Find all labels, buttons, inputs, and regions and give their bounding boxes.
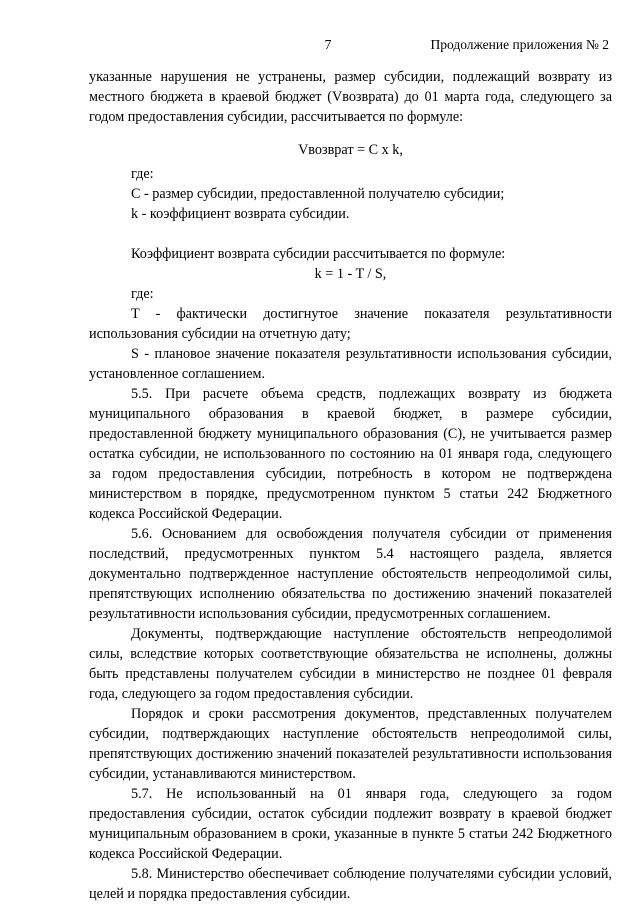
paragraph-5-6: 5.6. Основанием для освобождения получателя субсидии от применения последствий, предусмотренных пунктом 5.4 настоящего раздела, является документально подтвержденное наступление обстоятельств непреодолимой силы, препятствующих исполнению обязательства по достижению значений показателей результативности использования субсидии, предусмотренных соглашением. <box>89 526 612 622</box>
paragraph-5-7: 5.7. Не использованный на 01 января года, следующего за годом предоставления субсидии, остаток субсидии подлежит возврату в краевой бюджет муниципальным образованием в сроки, указанные в пункте 5 статьи 242 Бюджетного кодекса Российской Федерации. <box>89 786 612 862</box>
definition-k: k - коэффициент возврата субсидии. <box>131 206 350 222</box>
intro-paragraph: указанные нарушения не устранены, размер субсидии, подлежащий возврату из местного бюджета в краевой бюджет (Vвозврата) до 01 марта года, следующего за годом предоставления субсидии, рассчитывается по формуле: <box>89 69 612 125</box>
definition-c: C - размер субсидии, предоставленной получателю субсидии; <box>131 186 505 202</box>
definition-t: T - фактически достигнутое значение показателя результативности использования субсидии на отчетную дату; <box>89 306 612 342</box>
refund-formula: Vвозврат = C x k, <box>298 142 403 158</box>
paragraph-documents: Документы, подтверждающие наступление обстоятельств непреодолимой силы, вследствие которых соответствующие обязательства не исполнены, должны быть представлены получателем субсидии в министерство не позднее 01 февраля года, следующего за годом предоставления субсидии. <box>89 626 612 702</box>
paragraph-5-5: 5.5. При расчете объема средств, подлежащих возврату из бюджета муниципального образования в краевой бюджет, в размере субсидии, предоставленной бюджету муниципального образования (C), не учитывается размер остатка субсидии, не использованного по состоянию на 01 января года, следующего за годом предоставления субсидии, потребность в котором не подтверждена министерством в порядке, предусмотренном пунктом 5 статьи 242 Бюджетного кодекса Российской Федерации. <box>89 386 612 522</box>
where-label-2: где: <box>131 286 154 302</box>
coefficient-intro: Коэффициент возврата субсидии рассчитывается по формуле: <box>131 246 506 262</box>
definition-s: S - плановое значение показателя результативности использования субсидии, установленное соглашением. <box>89 346 612 382</box>
document-body <box>89 67 612 904</box>
appendix-continuation-note: Продолжение приложения № 2 <box>430 37 609 52</box>
where-label-1: где: <box>131 166 154 182</box>
paragraph-5-8: 5.8. Министерство обеспечивает соблюдение получателями субсидии условий, целей и порядка предоставления субсидии. <box>89 866 612 902</box>
coefficient-formula: k = 1 - T / S, <box>314 266 387 282</box>
paragraph-procedure: Порядок и сроки рассмотрения документов, представленных получателем субсидии, подтверждающих наступление обстоятельств непреодолимой силы, препятствующих достижению значений показателей результативности использования субсидии, устанавливаются министерством. <box>89 706 612 782</box>
page-number: 7 <box>324 37 332 52</box>
